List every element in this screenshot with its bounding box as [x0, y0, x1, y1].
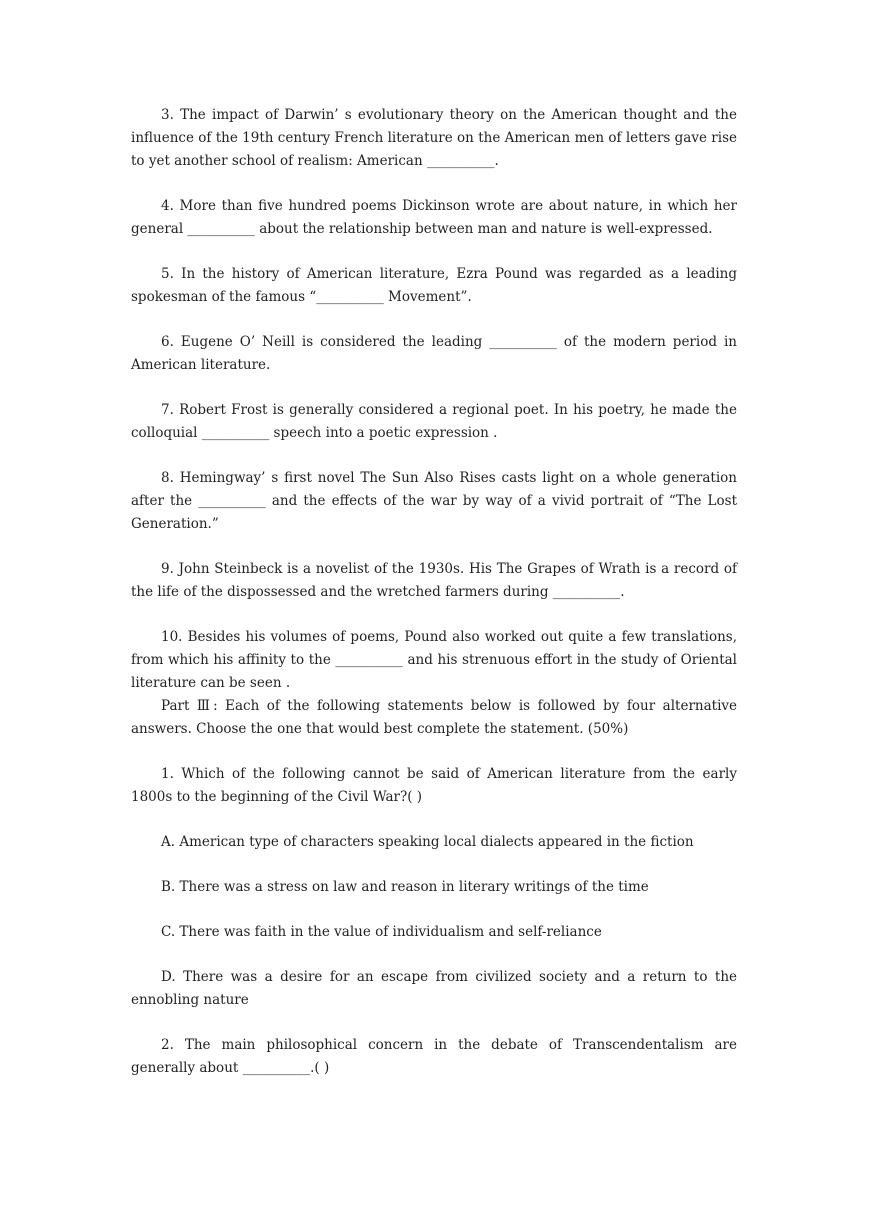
document-page	[131, 104, 737, 1080]
mc-question-1-option-d: D. There was a desire for an escape from civilized society and a return to the ennobling nature	[131, 969, 737, 1008]
mc-question-1-option-c: C. There was faith in the value of individualism and self-reliance	[161, 924, 602, 940]
fill-in-question-4: 4. More than five hundred poems Dickinson wrote are about nature, in which her general __________ about the relationship between man and nature is well-expressed.	[131, 198, 737, 237]
fill-in-question-6: 6. Eugene O’ Neill is considered the leading __________ of the modern period in American literature.	[131, 334, 737, 373]
mc-question-2-stem: 2. The main philosophical concern in the debate of Transcendentalism are generally about __________.( )	[131, 1037, 737, 1076]
mc-question-1-option-a: A. American type of characters speaking local dialects appeared in the fiction	[161, 834, 694, 850]
fill-in-question-5: 5. In the history of American literature, Ezra Pound was regarded as a leading spokesman of the famous “__________ Movement”.	[131, 266, 737, 305]
fill-in-question-7: 7. Robert Frost is generally considered a regional poet. In his poetry, he made the colloquial __________ speech into a poetic expression .	[131, 402, 737, 441]
fill-in-question-10: 10. Besides his volumes of poems, Pound also worked out quite a few translations, from which his affinity to the __________ and his strenuous effort in the study of Oriental literature can be seen .	[131, 629, 737, 691]
fill-in-question-9: 9. John Steinbeck is a novelist of the 1930s. His The Grapes of Wrath is a record of the life of the dispossessed and the wretched farmers during __________.	[131, 561, 737, 600]
part-three-heading: Part Ⅲ: Each of the following statements below is followed by four alternative answers. Choose the one that would best complete the statement. (50%)	[131, 698, 737, 737]
fill-in-question-3: 3. The impact of Darwin’ s evolutionary theory on the American thought and the influence of the 19th century French literature on the American men of letters gave rise to yet another school of realism: American __________.	[131, 107, 737, 169]
fill-in-question-8: 8. Hemingway’ s first novel The Sun Also Rises casts light on a whole generation after the __________ and the effects of the war by way of a vivid portrait of “The Lost Generation.”	[131, 470, 737, 532]
mc-question-1-stem: 1. Which of the following cannot be said of American literature from the early 1800s to the beginning of the Civil War?( )	[131, 766, 737, 805]
mc-question-1-option-b: B. There was a stress on law and reason in literary writings of the time	[161, 879, 649, 895]
